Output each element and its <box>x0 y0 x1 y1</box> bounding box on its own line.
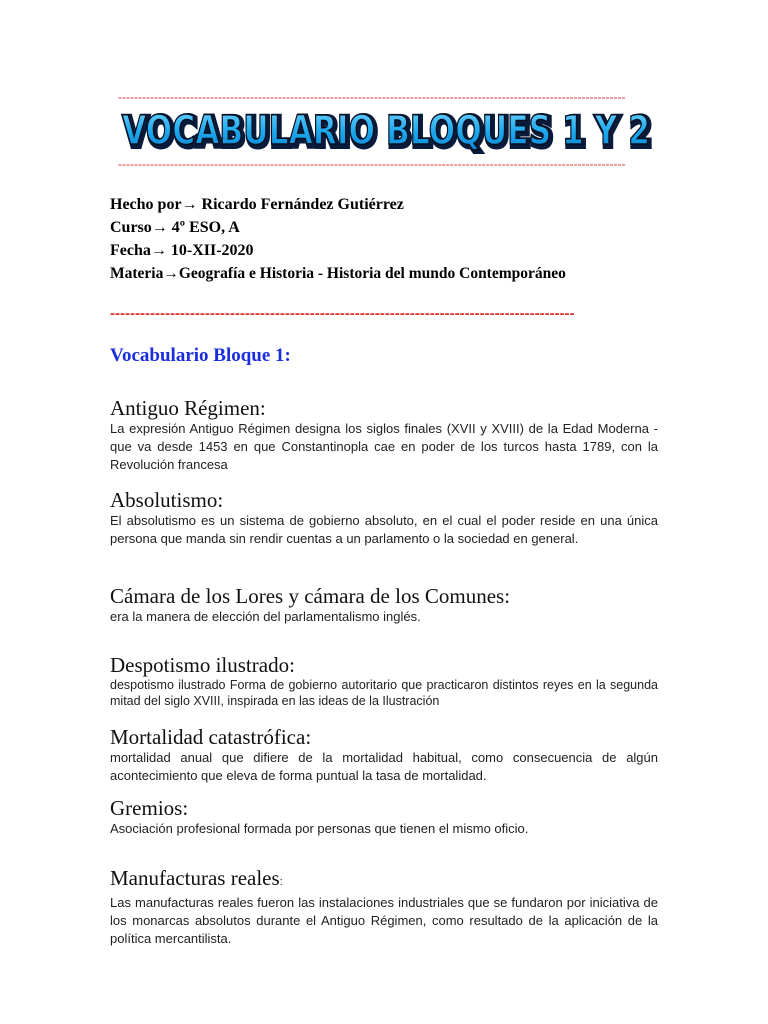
document-metadata <box>110 193 710 285</box>
section-title: Vocabulario Bloque 1: <box>110 345 291 366</box>
term-title: Manufacturas reales <box>110 866 280 890</box>
term-title: Cámara de los Lores y cámara de los Comunes: <box>110 584 511 608</box>
term-absolutismo <box>110 488 658 548</box>
term-title-wrapper <box>110 866 658 894</box>
top-dashed-rule: ------------------------------------------------------------------------------------------------------------------------------- <box>118 90 626 104</box>
title-banner <box>116 108 656 154</box>
date-line: Fecha→ 10-XII-2020 <box>110 242 254 259</box>
course-line: Curso→ 4º ESO, A <box>110 219 240 236</box>
subject-line: Materia→Geografía e Historia - Historia del mundo Contemporáneo <box>110 265 566 282</box>
term-definition: mortalidad anual que difiere de la mortalidad habitual, como consecuencia de algún acontecimiento que eleva de forma puntual la tasa de mortalidad. <box>110 750 658 783</box>
bottom-dashed-rule: ------------------------------------------------------------------------------------------------------------------------------- <box>118 157 626 171</box>
term-definition: La expresión Antiguo Régimen designa los siglos finales (XVII y XVIII) de la Edad Moderna -que va desde 1453 en que Constantinopla cae en poder de los turcos hasta 1789, con la Revolución francesa <box>110 421 658 472</box>
term-definition: era la manera de elección del parlamentalismo inglés. <box>110 609 421 624</box>
author-line: Hecho por→ Ricardo Fernández Gutiérrez <box>110 196 404 213</box>
term-camara-lores-comunes <box>110 584 658 626</box>
term-title: Gremios: <box>110 796 189 820</box>
term-definition: despotismo ilustrado Forma de gobierno autoritario que practicaron distintos reyes en la segunda mitad del siglo XVIII, inspirada en las ideas de la Ilustración <box>110 678 658 708</box>
term-definition: Las manufacturas reales fueron las instalaciones industriales que se fundaron por iniciativa de los monarcas absolutos durante el Antiguo Régimen, como resultado de la aplicación de la política mercantilista. <box>110 895 658 946</box>
term-antiguo-regimen <box>110 396 658 474</box>
term-despotismo-ilustrado <box>110 653 658 709</box>
title-banner-graphic <box>116 108 656 154</box>
term-title: Mortalidad catastrófica: <box>110 725 312 749</box>
term-title: Antiguo Régimen: <box>110 396 266 420</box>
term-title: Absolutismo: <box>110 488 224 512</box>
term-definition: Asociación profesional formada por personas que tienen el mismo oficio. <box>110 821 529 836</box>
term-title-colon: : <box>279 876 283 888</box>
banner-text: VOCABULARIO BLOQUES 1 Y 2 <box>122 108 650 154</box>
term-title: Despotismo ilustrado: <box>110 653 295 677</box>
banner-shadow-text: VOCABULARIO BLOQUES 1 Y 2 <box>124 110 652 154</box>
term-gremios <box>110 796 658 838</box>
term-definition: El absolutismo es un sistema de gobierno absoluto, en el cual el poder reside en una única persona que manda sin rendir cuentas a un parlamento o la sociedad en general. <box>110 513 658 546</box>
term-manufacturas-reales <box>110 866 658 948</box>
term-mortalidad-catastrofica <box>110 725 658 785</box>
section-divider: --------------------------------------------------------------------------------------------- <box>110 306 575 322</box>
